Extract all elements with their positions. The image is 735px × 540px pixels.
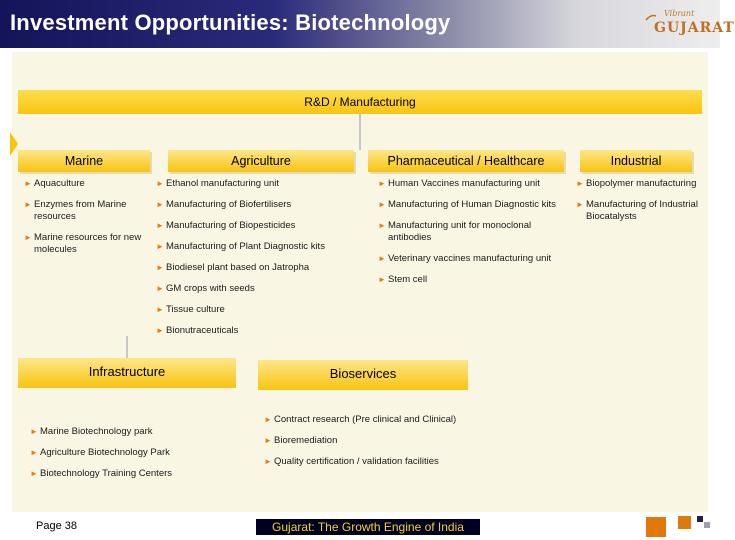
infrastructure-header: Infrastructure	[18, 358, 236, 388]
agriculture-list	[156, 178, 360, 346]
column-header-industrial: Industrial	[580, 150, 692, 172]
list-item: ► Bioremediation	[264, 435, 338, 446]
list-item: ► Manufacturing of Human Diagnostic kits	[378, 199, 556, 210]
arrow-bullet-icon: ►	[156, 305, 164, 314]
arrow-bullet-icon: ►	[24, 233, 32, 242]
connector-line	[359, 114, 361, 150]
list-item: ► Marine Biotechnology park	[30, 426, 153, 437]
list-item: ► Enzymes from Marine resources	[24, 199, 127, 222]
list-item: ► Manufacturing of Biopesticides	[156, 220, 296, 231]
arrow-bullet-icon: ►	[378, 254, 386, 263]
list-item: ► Biotechnology Training Centers	[30, 468, 173, 479]
arrow-bullet-icon: ►	[30, 469, 38, 478]
arrow-bullet-icon: ►	[264, 436, 272, 445]
logo-big-text: GUJARAT	[654, 20, 735, 36]
list-item: ► Biopolymer manufacturing	[576, 178, 697, 189]
logo-small-text: Vibrant	[664, 9, 695, 18]
column-header-agriculture: Agriculture	[168, 150, 354, 172]
arrow-bullet-icon: ►	[378, 179, 386, 188]
arrow-bullet-icon: ►	[378, 221, 386, 230]
page-title: Investment Opportunities: Biotechnology	[10, 10, 451, 35]
arrow-bullet-icon: ►	[156, 326, 164, 335]
arrow-bullet-icon: ►	[24, 200, 32, 209]
arrow-bullet-icon: ►	[156, 200, 164, 209]
list-item: ► Manufacturing of Biofertilisers	[156, 199, 292, 210]
list-item: ► Biodiesel plant based on Jatropha	[156, 262, 310, 273]
connector-line	[126, 336, 128, 358]
list-item: ► Contract research (Pre clinical and Clinical)	[264, 414, 457, 425]
marine-list	[24, 178, 154, 265]
arrow-bullet-icon: ►	[264, 415, 272, 424]
arrow-bullet-icon: ►	[576, 179, 584, 188]
list-item: ► Stem cell	[378, 274, 428, 285]
list-item: ► Manufacturing of Plant Diagnostic kits	[156, 241, 325, 252]
column-header-marine: Marine	[18, 150, 150, 172]
arrow-bullet-icon: ►	[378, 200, 386, 209]
list-item: ► Tissue culture	[156, 304, 225, 315]
arrow-bullet-icon: ►	[30, 448, 38, 457]
arrow-bullet-icon: ►	[24, 179, 32, 188]
list-item: ► Bionutraceuticals	[156, 325, 239, 336]
list-item: ► Human Vaccines manufacturing unit	[378, 178, 540, 189]
decor-square-dark	[697, 516, 703, 522]
arrow-bullet-icon: ►	[156, 284, 164, 293]
arrow-bullet-icon: ►	[264, 457, 272, 466]
arrow-bullet-icon: ►	[156, 221, 164, 230]
list-item: ► Manufacturing unit for monoclonal antibodies	[378, 220, 532, 243]
bioservices-list	[264, 414, 464, 477]
column-header-pharma: Pharmaceutical / Healthcare	[368, 150, 564, 172]
list-item: ► Manufacturing of Industrial Biocatalysts	[576, 199, 698, 222]
decor-square-grey	[704, 522, 710, 528]
decor-square-orange	[646, 517, 666, 537]
footer-slogan: Gujarat: The Growth Engine of India	[256, 519, 480, 535]
arrow-bullet-icon: ►	[378, 275, 386, 284]
arrow-left-icon	[10, 132, 18, 156]
arrow-bullet-icon: ►	[30, 427, 38, 436]
arrow-bullet-icon: ►	[156, 242, 164, 251]
page-number: Page 38	[36, 520, 77, 532]
list-item: ► Quality certification / validation facilities	[264, 456, 439, 467]
list-item: ► GM crops with seeds	[156, 283, 255, 294]
arrow-bullet-icon: ►	[156, 179, 164, 188]
list-item: ► Veterinary vaccines manufacturing unit	[378, 253, 552, 264]
industrial-list	[576, 178, 700, 232]
list-item: ► Ethanol manufacturing unit	[156, 178, 280, 189]
bioservices-header: Bioservices	[258, 360, 468, 390]
list-item: ► Marine resources for new molecules	[24, 232, 142, 255]
pharma-list	[378, 178, 560, 295]
list-item: ► Agriculture Biotechnology Park	[30, 447, 170, 458]
rd-manufacturing-bar: R&D / Manufacturing	[18, 90, 702, 114]
arrow-bullet-icon: ►	[156, 263, 164, 272]
vibrant-gujarat-logo	[642, 6, 735, 42]
arrow-bullet-icon: ►	[576, 200, 584, 209]
list-item: ► Aquaculture	[24, 178, 85, 189]
infrastructure-list	[30, 426, 250, 489]
title-bar	[0, 0, 735, 48]
decor-square-orange-small	[678, 516, 691, 529]
